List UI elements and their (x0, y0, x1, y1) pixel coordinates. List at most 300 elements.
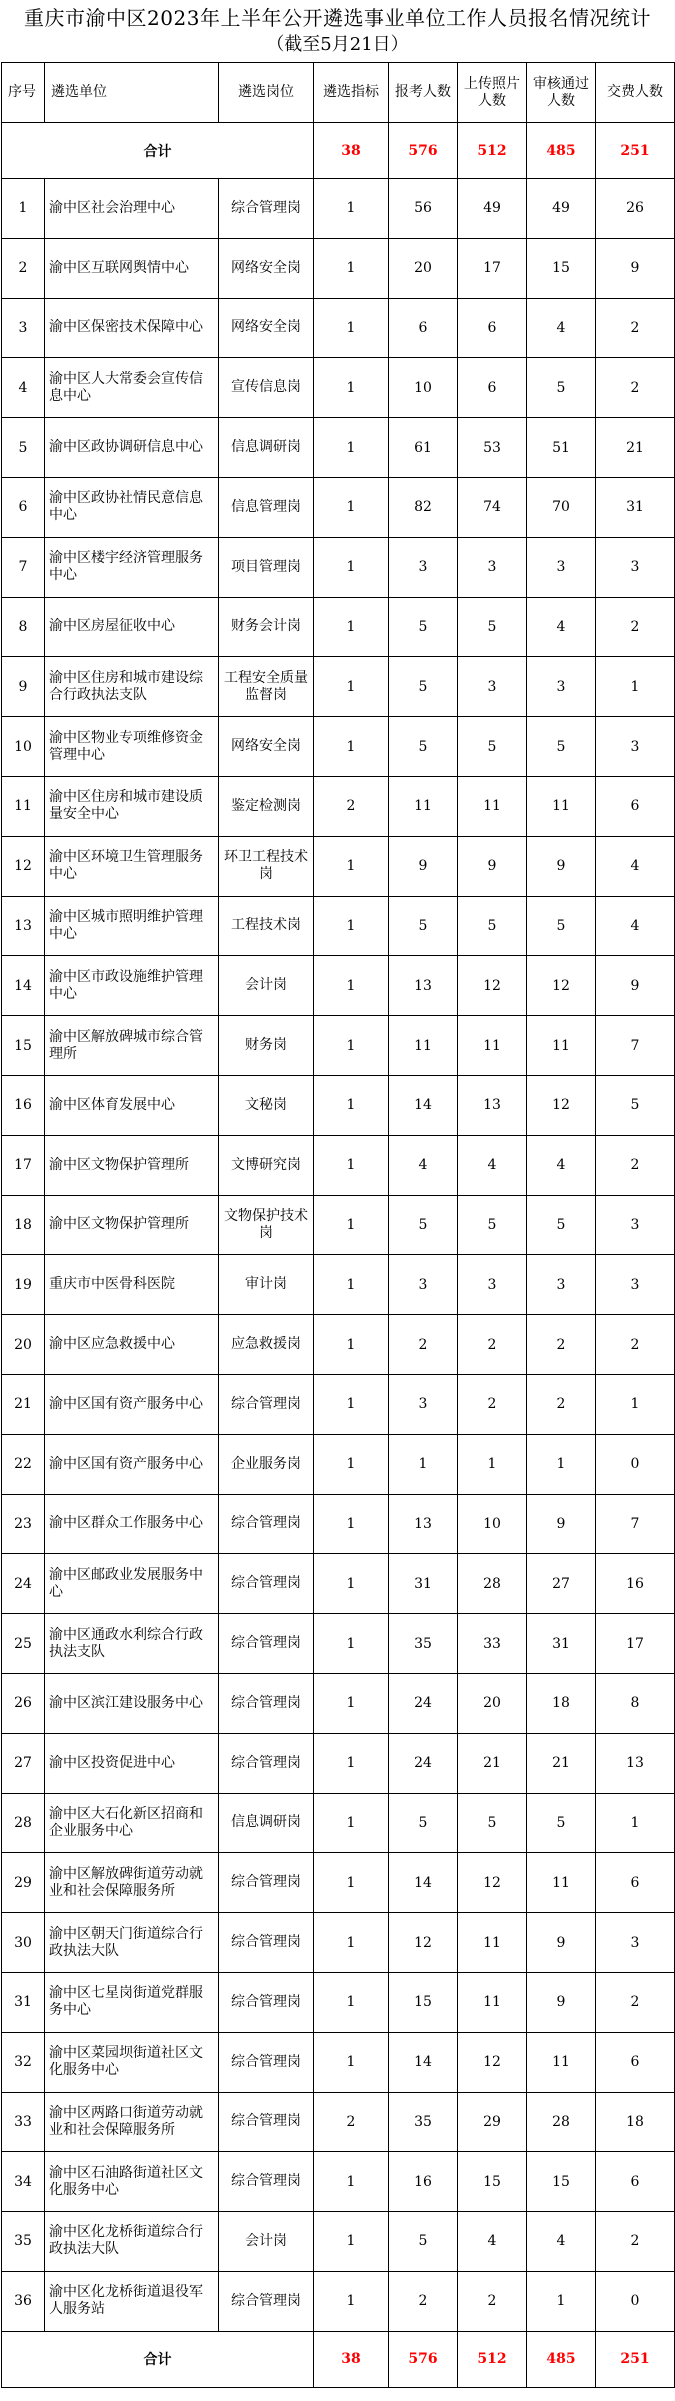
table-row (2, 1075, 675, 1135)
cell-quota: 1 (314, 1554, 389, 1614)
cell-uploaded: 11 (458, 776, 527, 836)
cell-approved: 3 (527, 537, 596, 597)
cell-uploaded: 4 (458, 2212, 527, 2272)
table-row (2, 597, 675, 657)
cell-unit: 渝中区住房和城市建设质量安全中心 (45, 776, 219, 836)
total-approved: 485 (527, 123, 596, 179)
cell-paid: 21 (596, 418, 675, 478)
cell-approved: 31 (527, 1614, 596, 1674)
cell-post: 网络安全岗 (219, 717, 314, 777)
cell-unit: 渝中区解放碑城市综合管理所 (45, 1016, 219, 1076)
cell-approved: 51 (527, 418, 596, 478)
cell-applied: 9 (389, 836, 458, 896)
cell-unit: 渝中区市政设施维护管理中心 (45, 956, 219, 1016)
cell-approved: 9 (527, 1913, 596, 1973)
table-row (2, 1673, 675, 1733)
cell-seq: 36 (2, 2271, 45, 2331)
cell-unit: 渝中区通政水利综合行政执法支队 (45, 1614, 219, 1674)
table-row (2, 179, 675, 239)
cell-quota: 1 (314, 717, 389, 777)
cell-approved: 11 (527, 1853, 596, 1913)
cell-post: 财务会计岗 (219, 597, 314, 657)
cell-seq: 12 (2, 836, 45, 896)
cell-uploaded: 5 (458, 597, 527, 657)
cell-uploaded: 12 (458, 1853, 527, 1913)
cell-approved: 3 (527, 1255, 596, 1315)
cell-seq: 32 (2, 2032, 45, 2092)
cell-applied: 35 (389, 2092, 458, 2152)
table-row (2, 1614, 675, 1674)
cell-post: 宣传信息岗 (219, 358, 314, 418)
cell-unit: 渝中区社会治理中心 (45, 179, 219, 239)
cell-approved: 12 (527, 956, 596, 1016)
cell-quota: 1 (314, 597, 389, 657)
cell-post: 网络安全岗 (219, 298, 314, 358)
table-row (2, 1135, 675, 1195)
cell-quota: 1 (314, 298, 389, 358)
table-row (2, 2092, 675, 2152)
cell-post: 综合管理岗 (219, 1614, 314, 1674)
cell-applied: 3 (389, 1255, 458, 1315)
table-row (2, 2212, 675, 2272)
cell-unit: 渝中区人大常委会宣传信息中心 (45, 358, 219, 418)
cell-uploaded: 3 (458, 1255, 527, 1315)
cell-applied: 6 (389, 298, 458, 358)
cell-paid: 2 (596, 358, 675, 418)
cell-post: 企业服务岗 (219, 1434, 314, 1494)
cell-approved: 9 (527, 1494, 596, 1554)
cell-post: 信息调研岗 (219, 1793, 314, 1853)
cell-paid: 18 (596, 2092, 675, 2152)
cell-approved: 5 (527, 717, 596, 777)
cell-approved: 3 (527, 657, 596, 717)
cell-applied: 24 (389, 1673, 458, 1733)
table-row (2, 418, 675, 478)
cell-paid: 7 (596, 1494, 675, 1554)
cell-seq: 3 (2, 298, 45, 358)
cell-quota: 1 (314, 1673, 389, 1733)
cell-quota: 1 (314, 1614, 389, 1674)
cell-post: 审计岗 (219, 1255, 314, 1315)
table-row (2, 717, 675, 777)
table-row (2, 896, 675, 956)
cell-quota: 1 (314, 1913, 389, 1973)
cell-paid: 9 (596, 238, 675, 298)
cell-quota: 1 (314, 1075, 389, 1135)
table-row (2, 1016, 675, 1076)
table-row (2, 956, 675, 1016)
cell-uploaded: 74 (458, 477, 527, 537)
cell-post: 环卫工程技术岗 (219, 836, 314, 896)
cell-post: 综合管理岗 (219, 1972, 314, 2032)
cell-uploaded: 2 (458, 2271, 527, 2331)
table-row (2, 298, 675, 358)
cell-paid: 3 (596, 1195, 675, 1255)
cell-post: 综合管理岗 (219, 1494, 314, 1554)
header-approved: 审核通过人数 (527, 63, 596, 123)
header-unit: 遴选单位 (45, 63, 219, 123)
cell-uploaded: 13 (458, 1075, 527, 1135)
cell-uploaded: 12 (458, 956, 527, 1016)
cell-seq: 14 (2, 956, 45, 1016)
cell-unit: 渝中区七星岗街道党群服务中心 (45, 1972, 219, 2032)
total-label: 合计 (2, 123, 314, 179)
cell-seq: 28 (2, 1793, 45, 1853)
cell-applied: 5 (389, 597, 458, 657)
cell-applied: 5 (389, 2212, 458, 2272)
table-row (2, 836, 675, 896)
cell-approved: 4 (527, 2212, 596, 2272)
table-row (2, 1255, 675, 1315)
cell-seq: 23 (2, 1494, 45, 1554)
cell-post: 应急救援岗 (219, 1315, 314, 1375)
cell-seq: 1 (2, 179, 45, 239)
cell-quota: 2 (314, 2092, 389, 2152)
cell-unit: 重庆市中医骨科医院 (45, 1255, 219, 1315)
cell-unit: 渝中区文物保护管理所 (45, 1135, 219, 1195)
cell-paid: 3 (596, 1913, 675, 1973)
total-applied: 576 (389, 2331, 458, 2387)
cell-seq: 24 (2, 1554, 45, 1614)
header-applied: 报考人数 (389, 63, 458, 123)
cell-uploaded: 3 (458, 537, 527, 597)
cell-seq: 25 (2, 1614, 45, 1674)
cell-uploaded: 28 (458, 1554, 527, 1614)
cell-paid: 5 (596, 1075, 675, 1135)
cell-approved: 4 (527, 1135, 596, 1195)
cell-seq: 20 (2, 1315, 45, 1375)
cell-post: 综合管理岗 (219, 2271, 314, 2331)
cell-unit: 渝中区政协调研信息中心 (45, 418, 219, 478)
cell-unit: 渝中区互联网舆情中心 (45, 238, 219, 298)
table-row (2, 1793, 675, 1853)
total-paid: 251 (596, 2331, 675, 2387)
total-row-bottom (2, 2331, 675, 2387)
cell-uploaded: 21 (458, 1733, 527, 1793)
cell-paid: 13 (596, 1733, 675, 1793)
cell-quota: 1 (314, 477, 389, 537)
cell-uploaded: 6 (458, 298, 527, 358)
cell-approved: 12 (527, 1075, 596, 1135)
cell-paid: 0 (596, 1434, 675, 1494)
cell-post: 项目管理岗 (219, 537, 314, 597)
cell-unit: 渝中区化龙桥街道综合行政执法大队 (45, 2212, 219, 2272)
cell-applied: 10 (389, 358, 458, 418)
cell-quota: 1 (314, 2212, 389, 2272)
table-row (2, 657, 675, 717)
cell-approved: 28 (527, 2092, 596, 2152)
cell-unit: 渝中区房屋征收中心 (45, 597, 219, 657)
cell-approved: 4 (527, 597, 596, 657)
cell-unit: 渝中区应急救援中心 (45, 1315, 219, 1375)
cell-quota: 1 (314, 1853, 389, 1913)
cell-quota: 1 (314, 1494, 389, 1554)
table-row (2, 1733, 675, 1793)
cell-approved: 9 (527, 1972, 596, 2032)
cell-paid: 0 (596, 2271, 675, 2331)
cell-seq: 22 (2, 1434, 45, 1494)
cell-quota: 1 (314, 1972, 389, 2032)
cell-post: 综合管理岗 (219, 2032, 314, 2092)
cell-uploaded: 11 (458, 1972, 527, 2032)
cell-quota: 1 (314, 1434, 389, 1494)
cell-seq: 5 (2, 418, 45, 478)
cell-applied: 11 (389, 776, 458, 836)
cell-approved: 5 (527, 896, 596, 956)
table-row (2, 1434, 675, 1494)
cell-unit: 渝中区石油路街道社区文化服务中心 (45, 2152, 219, 2212)
cell-quota: 1 (314, 896, 389, 956)
cell-applied: 16 (389, 2152, 458, 2212)
cell-applied: 5 (389, 717, 458, 777)
cell-post: 文秘岗 (219, 1075, 314, 1135)
cell-seq: 34 (2, 2152, 45, 2212)
cell-applied: 5 (389, 1195, 458, 1255)
cell-paid: 4 (596, 896, 675, 956)
table-row (2, 776, 675, 836)
table-row (2, 2152, 675, 2212)
cell-seq: 6 (2, 477, 45, 537)
cell-unit: 渝中区朝天门街道综合行政执法大队 (45, 1913, 219, 1973)
cell-uploaded: 10 (458, 1494, 527, 1554)
cell-applied: 31 (389, 1554, 458, 1614)
cell-applied: 3 (389, 1374, 458, 1434)
cell-uploaded: 5 (458, 717, 527, 777)
cell-seq: 10 (2, 717, 45, 777)
cell-seq: 2 (2, 238, 45, 298)
cell-post: 工程技术岗 (219, 896, 314, 956)
cell-post: 会计岗 (219, 2212, 314, 2272)
cell-applied: 14 (389, 1853, 458, 1913)
cell-paid: 6 (596, 2152, 675, 2212)
cell-post: 综合管理岗 (219, 1913, 314, 1973)
cell-paid: 17 (596, 1614, 675, 1674)
total-applied: 576 (389, 123, 458, 179)
cell-seq: 15 (2, 1016, 45, 1076)
cell-quota: 1 (314, 1793, 389, 1853)
cell-approved: 27 (527, 1554, 596, 1614)
page-subtitle: （截至5月21日） (266, 34, 409, 55)
cell-uploaded: 9 (458, 836, 527, 896)
cell-paid: 2 (596, 1135, 675, 1195)
cell-post: 信息管理岗 (219, 477, 314, 537)
cell-seq: 8 (2, 597, 45, 657)
cell-quota: 1 (314, 1733, 389, 1793)
cell-unit: 渝中区滨江建设服务中心 (45, 1673, 219, 1733)
cell-approved: 18 (527, 1673, 596, 1733)
cell-applied: 35 (389, 1614, 458, 1674)
cell-quota: 1 (314, 1016, 389, 1076)
cell-paid: 1 (596, 657, 675, 717)
cell-unit: 渝中区文物保护管理所 (45, 1195, 219, 1255)
cell-uploaded: 1 (458, 1434, 527, 1494)
total-uploaded: 512 (458, 123, 527, 179)
cell-uploaded: 49 (458, 179, 527, 239)
cell-paid: 1 (596, 1374, 675, 1434)
cell-uploaded: 20 (458, 1673, 527, 1733)
table-row (2, 1494, 675, 1554)
registration-table (1, 62, 675, 2388)
table-row (2, 1913, 675, 1973)
cell-approved: 15 (527, 2152, 596, 2212)
cell-approved: 15 (527, 238, 596, 298)
table-row (2, 1315, 675, 1375)
cell-quota: 1 (314, 657, 389, 717)
cell-seq: 29 (2, 1853, 45, 1913)
cell-post: 文博研究岗 (219, 1135, 314, 1195)
total-uploaded: 512 (458, 2331, 527, 2387)
header-seq: 序号 (2, 63, 45, 123)
cell-uploaded: 11 (458, 1913, 527, 1973)
cell-paid: 2 (596, 1315, 675, 1375)
page-title: 重庆市渝中区2023年上半年公开遴选事业单位工作人员报名情况统计 (24, 6, 651, 30)
cell-post: 信息调研岗 (219, 418, 314, 478)
cell-paid: 3 (596, 537, 675, 597)
total-row-top (2, 123, 675, 179)
cell-uploaded: 4 (458, 1135, 527, 1195)
total-quota: 38 (314, 2331, 389, 2387)
cell-post: 综合管理岗 (219, 1374, 314, 1434)
cell-uploaded: 5 (458, 1793, 527, 1853)
cell-uploaded: 3 (458, 657, 527, 717)
cell-approved: 21 (527, 1733, 596, 1793)
cell-approved: 5 (527, 1793, 596, 1853)
cell-applied: 5 (389, 1793, 458, 1853)
cell-quota: 1 (314, 238, 389, 298)
cell-post: 综合管理岗 (219, 1554, 314, 1614)
cell-uploaded: 53 (458, 418, 527, 478)
cell-post: 工程安全质量监督岗 (219, 657, 314, 717)
cell-paid: 4 (596, 836, 675, 896)
cell-post: 网络安全岗 (219, 238, 314, 298)
header-paid: 交费人数 (596, 63, 675, 123)
cell-applied: 2 (389, 1315, 458, 1375)
cell-paid: 3 (596, 1255, 675, 1315)
cell-approved: 9 (527, 836, 596, 896)
cell-paid: 9 (596, 956, 675, 1016)
cell-approved: 2 (527, 1315, 596, 1375)
cell-unit: 渝中区解放碑街道劳动就业和社会保障服务所 (45, 1853, 219, 1913)
cell-post: 财务岗 (219, 1016, 314, 1076)
cell-seq: 31 (2, 1972, 45, 2032)
cell-paid: 2 (596, 2212, 675, 2272)
cell-applied: 4 (389, 1135, 458, 1195)
cell-unit: 渝中区城市照明维护管理中心 (45, 896, 219, 956)
cell-paid: 31 (596, 477, 675, 537)
cell-approved: 1 (527, 2271, 596, 2331)
header-quota: 遴选指标 (314, 63, 389, 123)
cell-uploaded: 11 (458, 1016, 527, 1076)
cell-seq: 17 (2, 1135, 45, 1195)
cell-approved: 11 (527, 2032, 596, 2092)
cell-unit: 渝中区环境卫生管理服务中心 (45, 836, 219, 896)
cell-paid: 16 (596, 1554, 675, 1614)
cell-seq: 7 (2, 537, 45, 597)
cell-approved: 1 (527, 1434, 596, 1494)
cell-post: 综合管理岗 (219, 1733, 314, 1793)
table-row (2, 537, 675, 597)
cell-post: 综合管理岗 (219, 2152, 314, 2212)
cell-seq: 9 (2, 657, 45, 717)
cell-applied: 11 (389, 1016, 458, 1076)
cell-seq: 18 (2, 1195, 45, 1255)
cell-quota: 1 (314, 1195, 389, 1255)
total-quota: 38 (314, 123, 389, 179)
cell-seq: 19 (2, 1255, 45, 1315)
cell-seq: 16 (2, 1075, 45, 1135)
cell-paid: 1 (596, 1793, 675, 1853)
cell-unit: 渝中区邮政业发展服务中心 (45, 1554, 219, 1614)
total-approved: 485 (527, 2331, 596, 2387)
cell-quota: 1 (314, 2271, 389, 2331)
cell-seq: 21 (2, 1374, 45, 1434)
cell-quota: 1 (314, 2032, 389, 2092)
cell-uploaded: 5 (458, 896, 527, 956)
cell-approved: 11 (527, 1016, 596, 1076)
cell-uploaded: 6 (458, 358, 527, 418)
cell-paid: 6 (596, 2032, 675, 2092)
table-row (2, 1554, 675, 1614)
cell-unit: 渝中区投资促进中心 (45, 1733, 219, 1793)
cell-quota: 1 (314, 418, 389, 478)
cell-paid: 8 (596, 1673, 675, 1733)
cell-seq: 27 (2, 1733, 45, 1793)
cell-applied: 13 (389, 956, 458, 1016)
cell-approved: 2 (527, 1374, 596, 1434)
cell-applied: 5 (389, 896, 458, 956)
table-row (2, 1853, 675, 1913)
cell-approved: 5 (527, 1195, 596, 1255)
cell-unit: 渝中区保密技术保障中心 (45, 298, 219, 358)
cell-uploaded: 5 (458, 1195, 527, 1255)
table-row (2, 238, 675, 298)
cell-unit: 渝中区政协社情民意信息中心 (45, 477, 219, 537)
cell-unit: 渝中区大石化新区招商和企业服务中心 (45, 1793, 219, 1853)
cell-unit: 渝中区体育发展中心 (45, 1075, 219, 1135)
cell-post: 文物保护技术岗 (219, 1195, 314, 1255)
cell-paid: 6 (596, 1853, 675, 1913)
cell-uploaded: 17 (458, 238, 527, 298)
table-row (2, 2032, 675, 2092)
cell-paid: 2 (596, 298, 675, 358)
cell-quota: 1 (314, 1374, 389, 1434)
cell-unit: 渝中区物业专项维修资金管理中心 (45, 717, 219, 777)
cell-uploaded: 29 (458, 2092, 527, 2152)
cell-unit: 渝中区楼宇经济管理服务中心 (45, 537, 219, 597)
cell-applied: 20 (389, 238, 458, 298)
cell-uploaded: 12 (458, 2032, 527, 2092)
cell-seq: 33 (2, 2092, 45, 2152)
table-row (2, 1195, 675, 1255)
cell-unit: 渝中区国有资产服务中心 (45, 1374, 219, 1434)
cell-approved: 49 (527, 179, 596, 239)
cell-paid: 2 (596, 1972, 675, 2032)
cell-quota: 2 (314, 776, 389, 836)
cell-uploaded: 2 (458, 1315, 527, 1375)
cell-applied: 24 (389, 1733, 458, 1793)
cell-paid: 6 (596, 776, 675, 836)
cell-unit: 渝中区菜园坝街道社区文化服务中心 (45, 2032, 219, 2092)
cell-quota: 1 (314, 537, 389, 597)
cell-applied: 1 (389, 1434, 458, 1494)
title-block (0, 0, 675, 62)
header-row (2, 63, 675, 123)
cell-quota: 1 (314, 2152, 389, 2212)
cell-unit: 渝中区化龙桥街道退役军人服务站 (45, 2271, 219, 2331)
table-row (2, 1972, 675, 2032)
table-row (2, 477, 675, 537)
cell-quota: 1 (314, 358, 389, 418)
